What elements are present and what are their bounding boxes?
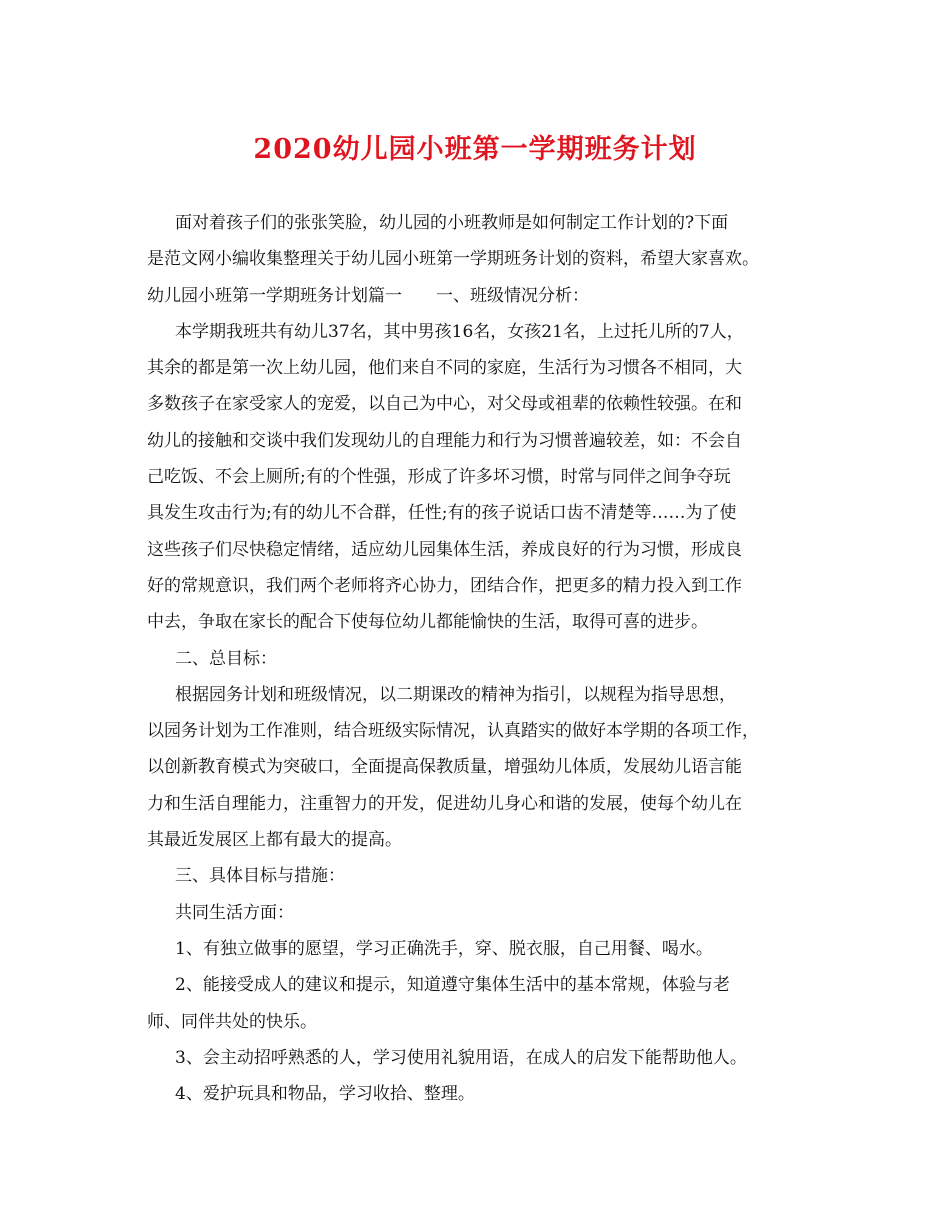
- paragraph-line: 幼儿园小班第一学期班务计划篇一 一、班级情况分析：: [147, 285, 589, 306]
- paragraph-line: 以创新教育模式为突破口，全面提高保教质量，增强幼儿体质，发展幼儿语言能: [147, 757, 742, 778]
- paragraph-line: 2、能接受成人的建议和提示，知道遵守集体生活中的基本常规，体验与老: [175, 975, 730, 996]
- paragraph-line: 好的常规意识，我们两个老师将齐心协力，团结合作，把更多的精力投入到工作: [147, 575, 742, 596]
- paragraph-line: 其余的都是第一次上幼儿园，他们来自不同的家庭，生活行为习惯各不相同，大: [147, 358, 742, 379]
- paragraph-line: 1、有独立做事的愿望，学习正确洗手，穿、脱衣服，自己用餐、喝水。: [175, 938, 713, 959]
- paragraph-line: 中去，争取在家长的配合下使每位幼儿都能愉快的生活，取得可喜的进步。: [147, 612, 708, 633]
- paragraph-line: 其最近发展区上都有最大的提高。: [147, 830, 402, 851]
- paragraph-line: 三、具体目标与措施：: [175, 866, 345, 887]
- document-body: [147, 205, 847, 1112]
- paragraph-line: 师、同伴共处的快乐。: [147, 1011, 317, 1032]
- paragraph-line: 共同生活方面：: [175, 902, 294, 923]
- paragraph-line: 面对着孩子们的张张笑脸，幼儿园的小班教师是如何制定工作计划的?下面: [175, 213, 729, 233]
- paragraph-line: 这些孩子们尽快稳定情绪，适应幼儿园集体生活，养成良好的行为习惯，形成良: [147, 539, 742, 560]
- paragraph-line: 3、会主动招呼熟悉的人，学习使用礼貌用语，在成人的启发下能帮助他人。: [175, 1047, 747, 1068]
- paragraph-line: 根据园务计划和班级情况，以二期课改的精神为指引，以规程为指导思想，: [175, 684, 736, 705]
- paragraph-line: 二、总目标：: [175, 648, 277, 669]
- paragraph-line: 是范文网小编收集整理关于幼儿园小班第一学期班务计划的资料，希望大家喜欢。: [147, 249, 759, 270]
- document-title: 2020幼儿园小班第一学期班务计划: [253, 134, 697, 165]
- paragraph-line: 本学期我班共有幼儿37名，其中男孩16名，女孩21名，上过托儿所的7人，: [175, 321, 744, 342]
- paragraph-line: 幼儿的接触和交谈中我们发现幼儿的自理能力和行为习惯普遍较差，如：不会自: [147, 430, 742, 451]
- paragraph-line: 4、爱护玩具和物品，学习收拾、整理。: [175, 1084, 475, 1105]
- paragraph-line: 力和生活自理能力，注重智力的开发，促进幼儿身心和谐的发展，使每个幼儿在: [147, 793, 742, 814]
- paragraph-line: 多数孩子在家受家人的宠爱，以自己为中心，对父母或祖辈的依赖性较强。在和: [147, 394, 742, 415]
- paragraph-line: 具发生攻击行为;有的幼儿不合群，任性;有的孩子说话口齿不清楚等……为了使: [147, 503, 737, 524]
- paragraph-line: 己吃饭、不会上厕所;有的个性强，形成了许多坏习惯，时常与同伴之间争夺玩: [147, 467, 731, 488]
- paragraph-line: 以园务计划为工作准则，结合班级实际情况，认真踏实的做好本学期的各项工作，: [147, 721, 759, 742]
